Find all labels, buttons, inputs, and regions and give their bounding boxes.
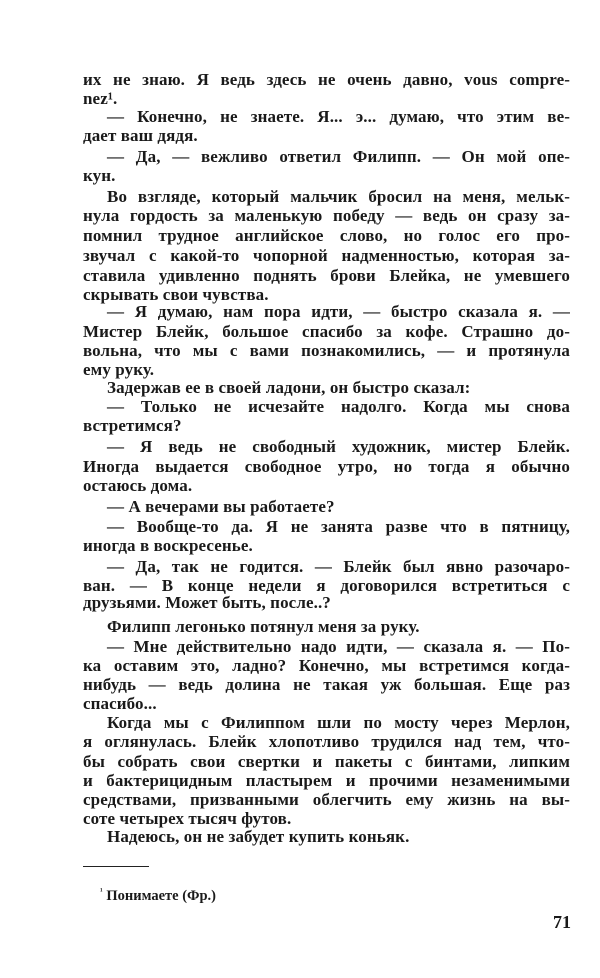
footnote-marker: ¹ — [100, 886, 103, 896]
text-line: — Я ведь не свободный художник, мистер Блейк. — [107, 437, 570, 456]
page-number: 71 — [553, 912, 571, 932]
text-line: средствами, призванными облегчить ему жизнь на вы- — [83, 790, 570, 809]
text-line: ему руку. — [83, 360, 155, 379]
text-line: я оглянулась. Блейк хлопотливо трудился над тем, что- — [83, 732, 570, 751]
text-line: Надеюсь, он не забудет купить коньяк. — [107, 827, 410, 846]
text-line: звучал с какой-то чопорной надменностью, которая за- — [83, 246, 570, 265]
text-line: дает ваш дядя. — [83, 126, 198, 145]
text-line: нибудь — ведь долина не такая уж большая. Еще раз — [83, 675, 570, 694]
text-line: иногда в воскресенье. — [83, 536, 253, 555]
text-line: Когда мы с Филиппом шли по мосту через Мерлон, — [107, 713, 570, 732]
text-line: — Я думаю, нам пора идти, — быстро сказала я. — — [107, 302, 570, 321]
text-line: скрывать свои чувства. — [83, 285, 269, 304]
text-line: встретимся? — [83, 416, 182, 435]
text-line: спасибо... — [83, 694, 157, 713]
text-line: бы собрать свои свертки и пакеты с бинтами, липким — [83, 752, 570, 771]
text-line: — Конечно, не знаете. Я... э... думаю, что этим ве- — [107, 107, 570, 126]
text-line: nez¹. — [83, 89, 118, 108]
text-line: — Только не исчезайте надолго. Когда мы снова — [107, 397, 570, 416]
text-line: ван. — В конце недели я договорился встретиться с — [83, 576, 570, 595]
text-line: и бактерицидным пластырем и прочими незаменимыми — [83, 771, 570, 790]
footnote — [100, 886, 216, 905]
text-line: — Да, так не годится. — Блейк был явно разочаро- — [107, 557, 570, 576]
footnote-divider — [83, 866, 149, 867]
text-line: — Вообще-то да. Я не занята разве что в пятницу, — [107, 517, 570, 536]
footnote-text: Понимаете (Фр.) — [106, 887, 217, 904]
text-line: Во взгляде, который мальчик бросил на меня, мельк- — [107, 187, 570, 206]
text-line: — Мне действительно надо идти, — сказала я. — По- — [107, 637, 570, 656]
text-line: Филипп легонько потянул меня за руку. — [107, 617, 420, 636]
text-line: их не знаю. Я ведь здесь не очень давно, vous compre- — [83, 70, 570, 89]
text-line: соте четырех тысяч футов. — [83, 809, 292, 828]
text-line: Иногда выдается свободное утро, но тогда я обычно — [83, 457, 570, 476]
text-line: остаюсь дома. — [83, 476, 193, 495]
text-line: Мистер Блейк, большое спасибо за кофе. Страшно до- — [83, 322, 570, 341]
text-line: Задержав ее в своей ладони, он быстро сказал: — [107, 378, 471, 397]
text-line: вольна, что мы с вами познакомились, — и протянула — [83, 341, 570, 360]
text-line: — Да, — вежливо ответил Филипп. — Он мой опе- — [107, 147, 570, 166]
text-line: ставила удивленно поднять брови Блейка, не умевшего — [83, 266, 570, 285]
text-line: нула гордость за маленькую победу — ведь он сразу за- — [83, 206, 570, 225]
text-line: — А вечерами вы работаете? — [107, 497, 335, 516]
text-line: друзьями. Может быть, после..? — [83, 593, 331, 612]
text-line: кун. — [83, 166, 116, 185]
text-line: помнил трудное английское слово, но голос его про- — [83, 226, 570, 245]
text-line: ка оставим это, ладно? Конечно, мы встретимся когда- — [83, 656, 570, 675]
